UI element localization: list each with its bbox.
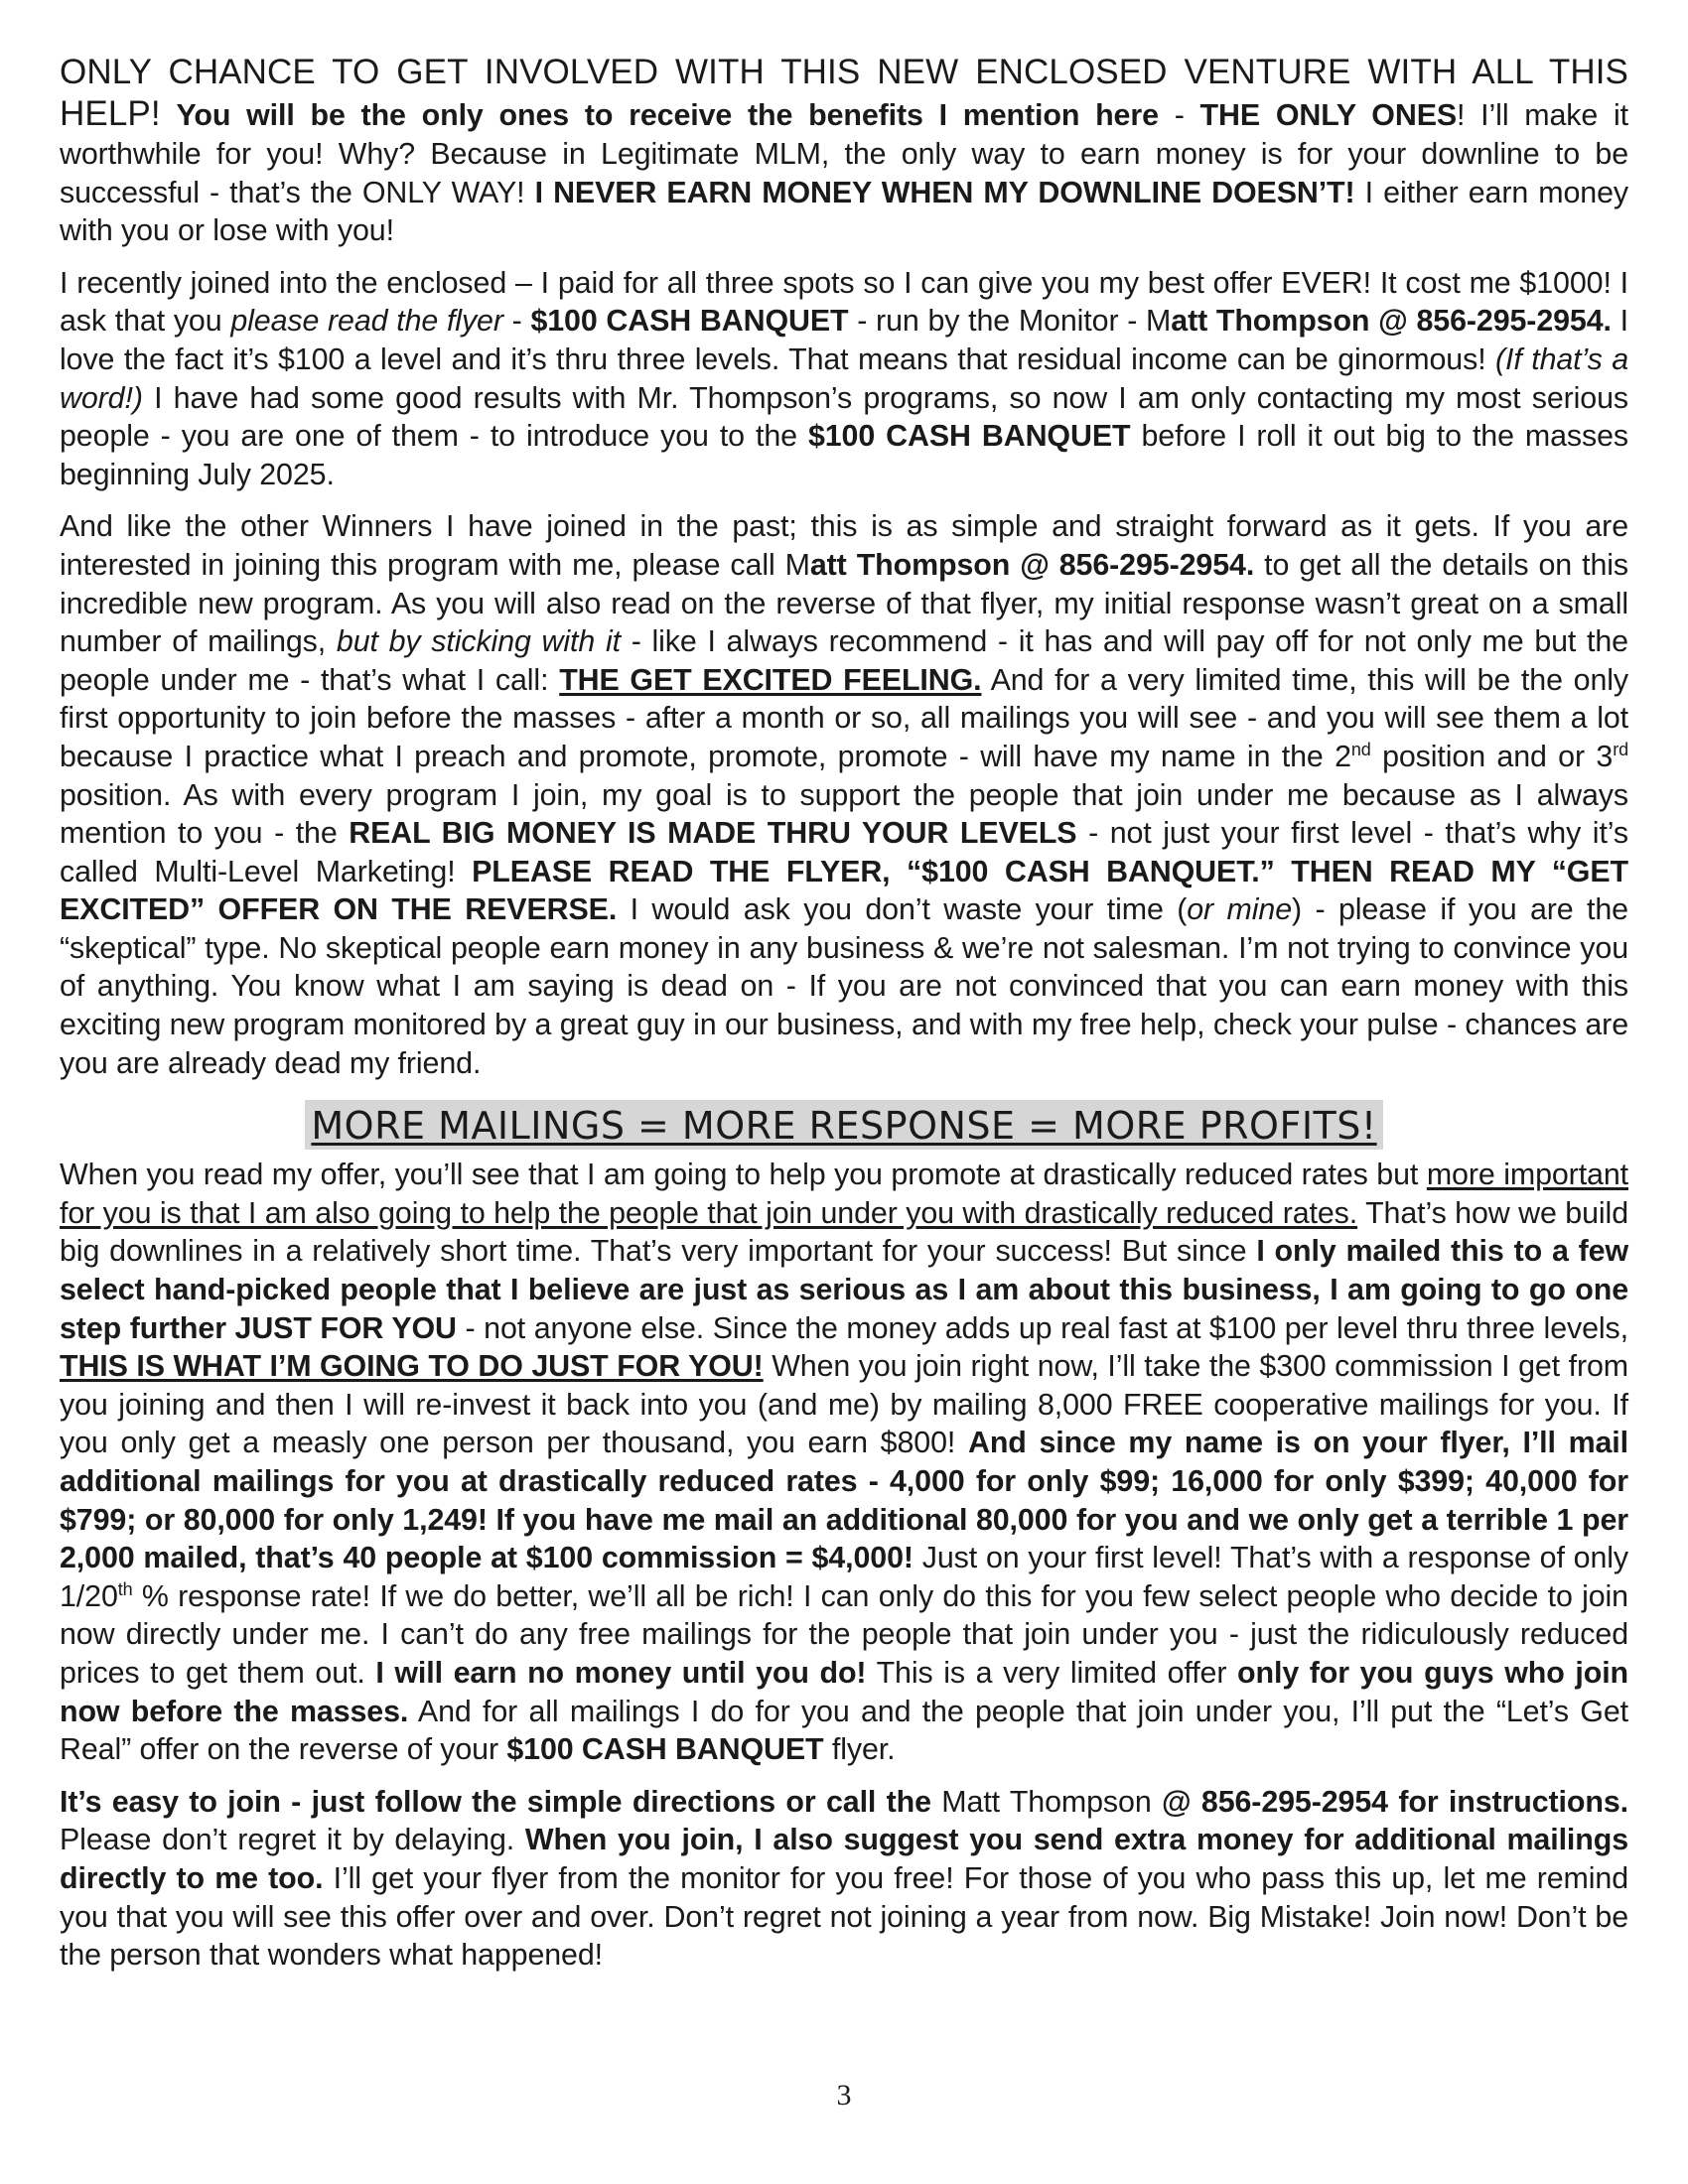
body-text: I would ask you don’t waste your time ( <box>617 892 1188 927</box>
bold-text: REAL BIG MONEY IS MADE THRU YOUR LEVELS <box>349 816 1077 851</box>
bold-text: I NEVER EARN MONEY WHEN MY DOWNLINE DOESN’T! <box>534 175 1355 209</box>
italic-text: but by sticking with it <box>336 624 621 659</box>
body-text: ) - please if you are the “skeptical” type. No skeptical people earn money in any business & we’re not salesman. I’m not trying to convince you of anything. You know what I am saying is dead on - If you are not convinced that you can earn money with this exciting new program monitored by a great guy in our business, and with my free help, check your pulse - chances are you are already dead my friend. <box>60 892 1628 1080</box>
paragraph-offer <box>60 1156 1628 1769</box>
body-text: - run by the Monitor - M <box>848 304 1172 339</box>
superscript: th <box>117 1578 133 1599</box>
bold-text: only for you guys who join now before the masses. <box>60 1655 1629 1728</box>
bold-text: @ 856-295-2954 for instructions. <box>1162 1784 1628 1819</box>
body-text: And like the other Winners I have joined in the past; this is as simple and straight forward as it gets. If you are interested in joining this program with me, please call M <box>60 509 1628 582</box>
italic-text: or mine <box>1187 892 1292 927</box>
bold-text: $100 CASH BANQUET <box>506 1732 824 1767</box>
paragraph-intro <box>60 52 1628 250</box>
body-text: And for a very limited time, this will be the only first opportunity to join before the masses - after a month or so, all mailings you will see - and you will see them a lot because I practice what I preach and promote, promote, promote - will have my name in the 2 <box>60 662 1628 773</box>
bold-text: And since my name is on your flyer, I’ll mail additional mailings for you at drastically reduced rates - 4,000 for only $99; 16,000 for only $399; 40,000 for $799; or 80,000 for only 1,249! If you have me mail an additional 80,000 for you and we only get a terrible 1 per 2,000 mailed, that’s 40 people at $100 commission = $4,000! <box>60 1426 1628 1575</box>
body-text: ! I’ll make it worthwhile for you! Why? Because in Legitimate MLM, the only way to earn money is for your downline to be successful - that’s the ONLY WAY! <box>60 98 1628 209</box>
bold-text: You will be the only ones to receive the benefits I mention here <box>176 98 1159 132</box>
body-text: When you join right now, I’ll take the $300 commission I get from you joining and then I will re-invest it back into you (and me) by mailing 8,000 FREE cooperative mailings for you. If you only get a measly one person per thousand, you earn $800! <box>60 1349 1628 1460</box>
body-text: I recently joined into the enclosed – I paid for all three spots so I can give you my best offer EVER! It cost me $1000! I ask that you <box>60 265 1628 339</box>
body-text: before I roll it out big to the masses beginning July 2025. <box>60 419 1629 491</box>
bold-text: $100 CASH BANQUET <box>807 419 1131 454</box>
body-text: - not just your first level - that’s why it’s called Multi-Level Marketing! <box>60 816 1629 888</box>
bold-text: att Thompson @ 856-295-2954. <box>1171 304 1612 339</box>
body-text: I’ll get your flyer from the monitor for you free! For those of you who pass this up, let me remind you that you will see this offer over and over. Don’t regret not joining a year from now. Big Mistake! Join now! Don’t be the person that wonders what happened! <box>60 1860 1628 1973</box>
body-text: I have had some good results with Mr. Thompson’s programs, so now I am only contacting my most serious people - you are one of them - to introduce you to the <box>60 380 1628 454</box>
body-text: - <box>502 304 531 339</box>
body-text: I love the fact it’s $100 a level and it’s thru three levels. That means that residual income can be ginormous! <box>60 304 1628 376</box>
bold-underlined-text <box>559 663 981 697</box>
body-text: - like I always recommend - it has and will pay off for not only me but the people under me - that’s what I call: <box>60 624 1628 697</box>
headline: ONLY CHANCE TO GET INVOLVED WITH THIS NEW ENCLOSED VENTURE WITH ALL THIS HELP! <box>60 53 1628 133</box>
paragraph-winners <box>60 507 1628 1082</box>
body-text: % response rate! If we do better, we’ll all be rich! I can only do this for you few select people who decide to join now directly under me. I can’t do any free mailings for the people that join under you - just the ridiculously reduced prices to get them out. <box>60 1578 1628 1690</box>
section-title-wrap <box>60 1100 1628 1150</box>
body-text: Just on your first level! That’s with a response of only 1/20 <box>60 1541 1628 1613</box>
body-text: Matt Thompson <box>930 1784 1162 1819</box>
bold-text: THE ONLY ONES <box>1199 98 1458 132</box>
superscript: rd <box>1613 739 1628 759</box>
bold-text: I will earn no money until you do! <box>375 1655 867 1690</box>
body-text: I either earn money with you or lose with you! <box>60 175 1629 248</box>
page-number: 3 <box>836 2079 852 2112</box>
body-text: Please don’t regret it by delaying. <box>60 1823 525 1857</box>
underlined-text: THE GET EXCITED FEELING. <box>559 662 982 697</box>
body-text: And for all mailings I do for you and the people that join under you, I’ll put the “Let’s Get Real” offer on the reverse of your <box>60 1694 1628 1767</box>
bold-text: PLEASE READ THE FLYER, “$100 CASH BANQUET.” THEN READ MY “GET EXCITED” OFFER ON THE REVERSE. <box>60 854 1628 927</box>
bold-text: $100 CASH BANQUET <box>530 304 849 339</box>
bold-text: When you join, I also suggest you send extra money for additional mailings directly to me too. <box>60 1823 1628 1895</box>
section-title: MORE MAILINGS = MORE RESPONSE = MORE PROFITS! <box>305 1100 1382 1150</box>
body-text: This is a very limited offer <box>866 1655 1238 1690</box>
body-text: That’s how we build big downlines in a relatively short time. That’s very important for your success! But since <box>60 1195 1628 1269</box>
body-text: flyer. <box>823 1732 896 1767</box>
body-text: When you read my offer, you’ll see that I am going to help you promote at drastically reduced rates but <box>60 1158 1427 1192</box>
bold-text: att Thompson @ 856-295-2954. <box>809 547 1255 582</box>
bold-text: I only mailed this to a few select hand-picked people that I believe are just as serious as I am about this business, I am going to go one step further JUST FOR YOU <box>60 1234 1628 1345</box>
underlined-text: more important for you is that I am also going to help the people that join under you with drastically reduced rates. <box>60 1158 1628 1230</box>
paragraph-joined <box>60 264 1628 494</box>
bold-underlined-text <box>60 1349 764 1383</box>
body-text: position and or 3 <box>1370 739 1614 773</box>
body-text: position. As with every program I join, my goal is to support the people that join under me because as I always mention to you - the <box>60 777 1628 851</box>
body-text: to get all the details on this incredible new program. As you will also read on the reverse of that flyer, my initial response wasn’t great on a small number of mailings, <box>60 547 1628 659</box>
bold-text: It’s easy to join - just follow the simple directions or call the <box>60 1784 931 1819</box>
italic-text: (If that’s a word!) <box>60 341 1628 415</box>
body-text: - <box>1158 98 1200 132</box>
body-text: - not anyone else. Since the money adds up real fast at $100 per level thru three levels, <box>456 1310 1628 1345</box>
paragraph-join <box>60 1783 1628 1975</box>
underlined-text: THIS IS WHAT I’M GOING TO DO JUST FOR YOU! <box>60 1349 764 1384</box>
superscript: nd <box>1350 739 1371 759</box>
italic-text: please read the flyer <box>230 304 503 339</box>
